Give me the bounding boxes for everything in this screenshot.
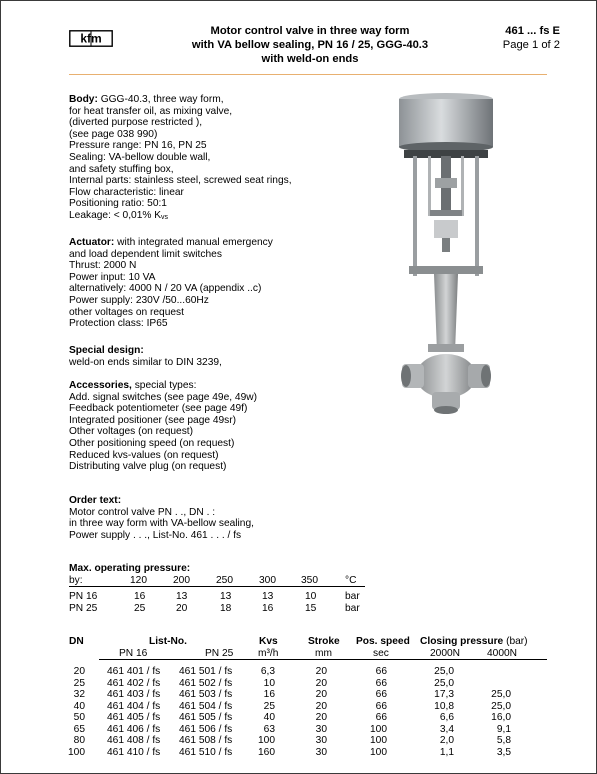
table-cell: 16,0: [491, 712, 511, 723]
table-cell: 20: [315, 666, 327, 677]
table-cell: 461 504 / fs: [179, 700, 233, 712]
order-text-section: Order text: Motor control valve PN . ., DN . : in three way form with VA-bellow sealing, Power supply . . ., List-No. 461 . . . / fs: [69, 495, 254, 541]
table-cell: 461 404 / fs: [107, 700, 161, 712]
table-cell: 461 510 / fs: [179, 746, 233, 758]
table-cell: 461 506 / fs: [179, 723, 233, 735]
table-cell: 25,0: [434, 666, 454, 677]
accessories-section: Accessories, special types: Add. signal switches (see page 49e, 49w) Feedback potentiometer (see page 49f) Integrated positioner (see page 49sr) Other voltages (on request) Other positioning speed (on request) Reduced kvs-values (on request) Distributing valve plug (on request): [69, 380, 258, 473]
doc-number: 461 ... fs E: [505, 25, 560, 37]
table-cell: 25: [263, 700, 275, 712]
table-cell: 66: [375, 712, 387, 723]
pressure-table-title: Max. operating pressure:: [69, 563, 191, 574]
table-cell: 10: [263, 677, 275, 689]
table-cell: 20: [73, 666, 85, 677]
table-cell: 1,1: [439, 746, 454, 758]
table-cell: 40: [263, 712, 275, 723]
special-design-section: Special design: weld-on ends similar to DIN 3239,: [69, 345, 222, 368]
table-cell: 461 505 / fs: [179, 712, 233, 723]
table-cell: 461 408 / fs: [107, 735, 161, 746]
table-cell: 32: [73, 689, 85, 700]
actuator-section: Actuator: with integrated manual emergency and load dependent limit switches Thrust: 2000 N Power input: 10 VA alternatively: 4000 N / 20 VA (appendix ..c) Power supply: 230V /50...60Hz other voltages on request Protection class: IP65: [69, 237, 273, 330]
table-cell: 30: [315, 746, 327, 758]
table-cell: 461 406 / fs: [107, 723, 161, 735]
table-cell: 20: [315, 700, 327, 712]
table-cell: 6,6: [439, 712, 454, 723]
table-cell: 461 402 / fs: [107, 677, 161, 689]
header-rule: [69, 74, 547, 75]
table-cell: 9,1: [496, 723, 511, 735]
table-cell: 40: [73, 700, 85, 712]
table-cell: 461 502 / fs: [179, 677, 233, 689]
table-cell: 25: [73, 677, 85, 689]
table-cell: 10,8: [434, 700, 454, 712]
document-title: Motor control valve in three way form with VA bellow sealing, PN 16 / 25, GGG-40.3 with weld-on ends: [191, 25, 429, 65]
table-cell: 3,4: [439, 723, 454, 735]
table-cell: 66: [375, 666, 387, 677]
table-cell: 461 501 / fs: [179, 666, 233, 677]
pressure-header-underline: [69, 586, 365, 587]
table-cell: 100: [258, 735, 275, 746]
doc-id-block: [488, 24, 560, 52]
table-cell: 20: [315, 677, 327, 689]
table-cell: 461 403 / fs: [107, 689, 161, 700]
table-cell: 17,3: [434, 689, 454, 700]
table-cell: 66: [375, 700, 387, 712]
table-cell: 50: [73, 712, 85, 723]
table-cell: 30: [315, 735, 327, 746]
valve-illustration: [398, 92, 494, 414]
table-cell: 100: [370, 746, 387, 758]
table-cell: 66: [375, 689, 387, 700]
table-cell: 2,0: [439, 735, 454, 746]
table-cell: 160: [258, 746, 275, 758]
table-cell: 66: [375, 677, 387, 689]
table-cell: 3,5: [496, 746, 511, 758]
table-cell: 20: [315, 689, 327, 700]
page-number: Page 1 of 2: [502, 39, 560, 51]
table-cell: 20: [315, 712, 327, 723]
pressure-header-by: by:: [69, 575, 83, 586]
table-cell: 100: [370, 735, 387, 746]
table-cell: 25,0: [491, 689, 511, 700]
dn-header-underline: [99, 659, 547, 660]
table-cell: 461 508 / fs: [179, 735, 233, 746]
table-cell: 461 401 / fs: [107, 666, 161, 677]
table-cell: 65: [73, 723, 85, 735]
table-cell: 100: [370, 723, 387, 735]
table-cell: 80: [73, 735, 85, 746]
table-cell: 63: [263, 723, 275, 735]
table-cell: 30: [315, 723, 327, 735]
kfm-logo: [69, 30, 113, 47]
table-cell: 5,8: [496, 735, 511, 746]
body-section: Body: GGG-40.3, three way form, for heat transfer oil, as mixing valve, (diverted purpose restricted ), (see page 038 990) Pressure range: PN 16, PN 25 Sealing: VA-bellow double wall, and safety stuffing box, Internal parts: stainless steel, screwed seat rings, Flow characteristic: linear Positioning ratio: 50:1 Leakage: < 0,01% Kvs: [69, 94, 292, 221]
svg-text:kfm: kfm: [80, 31, 102, 46]
table-cell: 16: [263, 689, 275, 700]
table-cell: 100: [68, 746, 85, 758]
table-cell: 25,0: [491, 700, 511, 712]
table-cell: 25,0: [434, 677, 454, 689]
table-cell: 6,3: [260, 666, 275, 677]
table-cell: 461 503 / fs: [179, 689, 233, 700]
table-cell: 461 410 / fs: [107, 746, 161, 758]
table-cell: 461 405 / fs: [107, 712, 161, 723]
